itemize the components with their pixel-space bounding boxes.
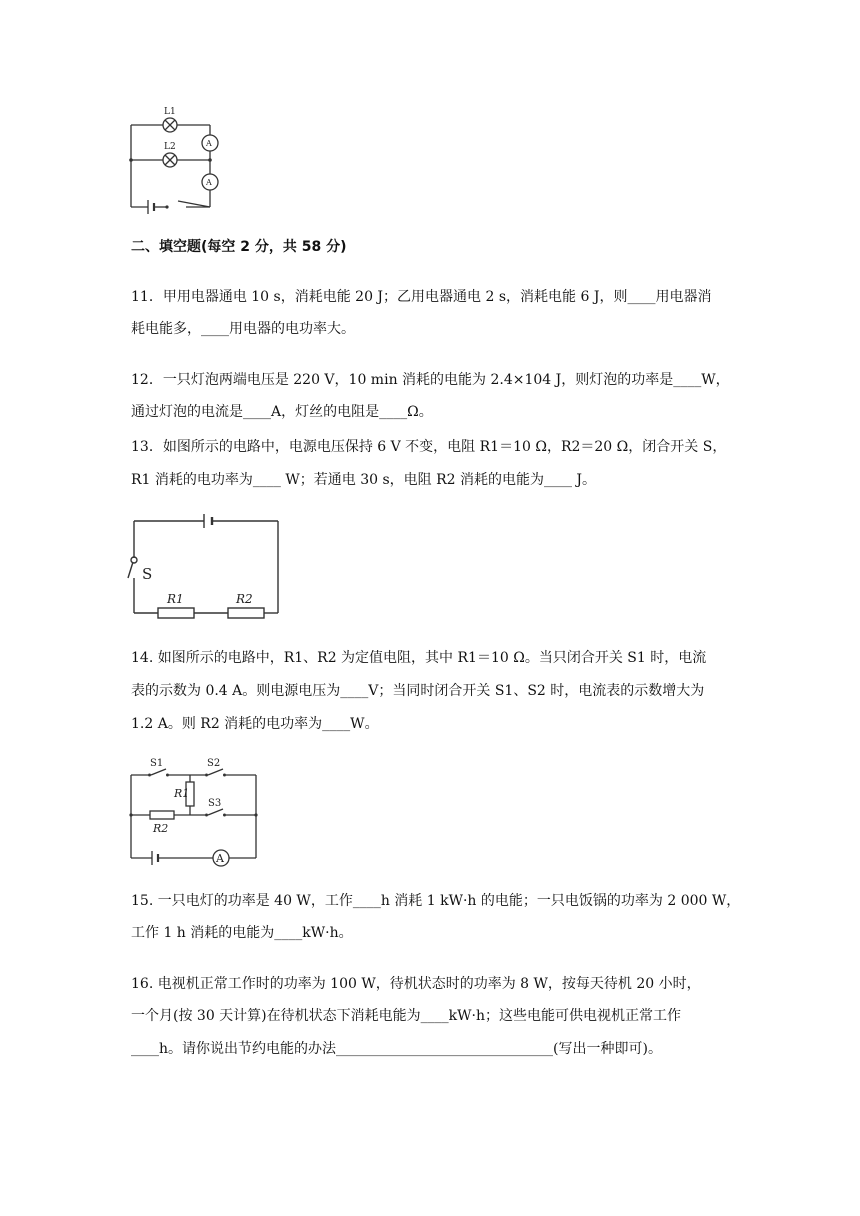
switch-label-s3: S3 bbox=[208, 798, 222, 809]
q14-line2: 表的示数为 0.4 A。则电源电压为____V；当同时闭合开关 S1、S2 时，电流表的示数增大为 bbox=[131, 683, 705, 699]
q16-line2: 一个月(按 30 天计算)在待机状态下消耗电能为____kW·h；这些电能可供电视机正常工作 bbox=[131, 1008, 681, 1024]
ammeter-label-1: A bbox=[206, 139, 212, 148]
q13-line2: R1 消耗的电功率为____ W；若通电 30 s，电阻 R2 消耗的电能为____ J。 bbox=[131, 472, 597, 488]
q13-line1: 13．如图所示的电路中，电源电压保持 6 V 不变，电阻 R1＝10 Ω，R2＝20 Ω，闭合开关 S， bbox=[131, 439, 727, 455]
resistor-label-r2: R2 bbox=[236, 592, 253, 606]
q16-line1: 16. 电视机正常工作时的功率为 100 W，待机状态时的功率为 8 W，按每天待机 20 小时， bbox=[131, 976, 701, 992]
q11-line1: 11．甲用电器通电 10 s，消耗电能 20 J；乙用电器通电 2 s，消耗电能 6 J，则____用电器消 bbox=[131, 289, 712, 305]
switch-label-s2: S2 bbox=[207, 758, 221, 769]
lamp-label-l2: L2 bbox=[164, 142, 176, 152]
q14-line3: 1.2 A。则 R2 消耗的电功率为____W。 bbox=[131, 716, 379, 732]
resistor-label-r2: R2 bbox=[153, 822, 169, 835]
section-heading: 二、填空题(每空 2 分，共 58 分) bbox=[131, 239, 347, 255]
switch-label-s1: S1 bbox=[150, 758, 164, 769]
lamp-label-l1: L1 bbox=[164, 107, 176, 117]
q11-line2: 耗电能多，____用电器的电功率大。 bbox=[131, 321, 355, 337]
q12-line1: 12．一只灯泡两端电压是 220 V，10 min 消耗的电能为 2.4×104 J，则灯泡的功率是____W， bbox=[131, 372, 730, 388]
q15-line2: 工作 1 h 消耗的电能为____kW·h。 bbox=[131, 925, 353, 941]
q16-line3: ____h。请你说出节约电能的办法_______________________________(写出一种即可)。 bbox=[131, 1041, 662, 1057]
resistor-label-r1: R1 bbox=[174, 787, 190, 800]
q14-line1: 14. 如图所示的电路中，R1、R2 为定值电阻，其中 R1＝10 Ω。当只闭合开关 S1 时，电流 bbox=[131, 650, 707, 666]
ammeter-label-2: A bbox=[206, 178, 212, 187]
resistor-label-r1: R1 bbox=[167, 592, 184, 606]
q15-line1: 15. 一只电灯的功率是 40 W，工作____h 消耗 1 kW·h 的电能；一只电饭锅的功率为 2 000 W， bbox=[131, 893, 741, 909]
q12-line2: 通过灯泡的电流是____A，灯丝的电阻是____Ω。 bbox=[131, 404, 433, 420]
ammeter-label: A bbox=[216, 852, 224, 865]
switch-label-s: S bbox=[142, 565, 153, 583]
